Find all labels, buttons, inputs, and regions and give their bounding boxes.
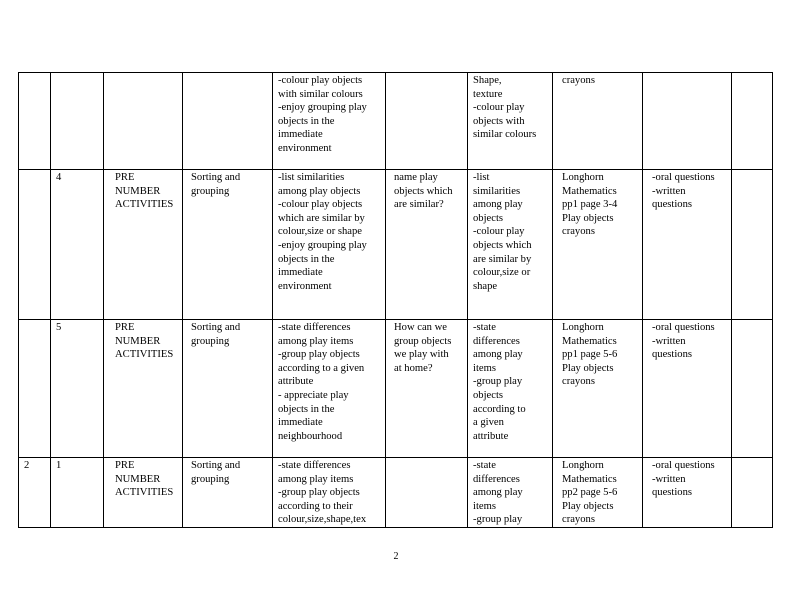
cell-line: -state [473, 322, 496, 333]
assessment-cell [643, 170, 732, 320]
strand-cell [104, 73, 183, 170]
cell-line: neighbourhood [278, 430, 343, 442]
cell-line: -colour play objects [278, 75, 363, 86]
cell-line: Longhorn [562, 460, 604, 471]
cell-line: crayons [562, 514, 595, 526]
cell-line: among play [473, 199, 523, 211]
assessment-cell [643, 73, 732, 170]
cell-line: differences [473, 473, 520, 485]
cell-line: Play objects [562, 362, 614, 374]
cell-line: ACTIVITIES [115, 487, 174, 499]
cell-line: at home? [394, 362, 433, 374]
cell-line: crayons [562, 75, 595, 86]
learning-resources-cell [553, 73, 643, 170]
strand-cell [104, 170, 183, 320]
cell-line: -colour play [473, 102, 525, 114]
cell-line: Mathematics [562, 185, 617, 197]
cell-line: items [473, 362, 496, 374]
lesson-cell: 4 [51, 170, 104, 320]
cell-line: crayons [562, 226, 595, 238]
learning-resources-cell [553, 170, 643, 320]
learning-resources-cell [553, 320, 643, 458]
cell-line: Play objects [562, 212, 614, 224]
assessment-cell [643, 320, 732, 458]
cell-line: -written [652, 473, 686, 485]
cell-line: which are similar by [278, 212, 365, 224]
learning-experiences-cell [468, 458, 553, 528]
cell-line: similarities [473, 185, 521, 197]
learning-experiences-cell [468, 170, 553, 320]
cell-line: are similar? [394, 199, 444, 211]
cell-line: crayons [562, 376, 595, 388]
table-body [19, 73, 773, 528]
cell-line: Sorting and [191, 322, 241, 333]
cell-line: questions [652, 487, 693, 499]
cell-line: Mathematics [562, 473, 617, 485]
remarks-cell [732, 458, 773, 528]
cell-line: -list [473, 172, 490, 183]
cell-line: Shape, [473, 75, 502, 86]
cell-line: with similar colours [278, 88, 363, 100]
cell-line: NUMBER [115, 473, 161, 485]
learning-outcomes-cell [273, 170, 386, 320]
remarks-cell [732, 73, 773, 170]
cell-line: immediate [278, 417, 323, 429]
table-row [19, 458, 773, 528]
cell-line: objects with [473, 115, 525, 127]
key-inquiry-cell [386, 320, 468, 458]
table-row [19, 73, 773, 170]
key-inquiry-cell [386, 73, 468, 170]
cell-line: PRE [115, 172, 135, 183]
week-cell [19, 320, 51, 458]
learning-experiences-cell [468, 320, 553, 458]
cell-line: attribute [278, 376, 314, 388]
cell-line: differences [473, 335, 520, 347]
learning-outcomes-cell [273, 458, 386, 528]
scheme-of-work-table [18, 72, 773, 528]
cell-line: shape [473, 280, 498, 292]
cell-line: immediate [278, 129, 323, 141]
cell-line: How can we [394, 322, 447, 333]
sub-strand-cell [183, 458, 273, 528]
cell-line: group objects [394, 335, 452, 347]
cell-line: among play objects [278, 185, 361, 197]
learning-outcomes-cell [273, 320, 386, 458]
cell-line: texture [473, 88, 503, 100]
cell-line: pp2 page 5-6 [562, 487, 618, 499]
cell-line: objects in the [278, 403, 335, 415]
cell-line: -colour play [473, 226, 525, 238]
cell-line: -written [652, 185, 686, 197]
cell-line: -enjoy grouping play [278, 239, 367, 251]
week-cell [19, 170, 51, 320]
cell-line: objects [473, 212, 504, 224]
cell-line: items [473, 500, 496, 512]
cell-line: -group play [473, 376, 523, 388]
cell-line: Play objects [562, 500, 614, 512]
lesson-cell: 5 [51, 320, 104, 458]
key-inquiry-cell [386, 170, 468, 320]
cell-line: among play [473, 487, 523, 499]
cell-line: colour,size,shape,tex [278, 514, 367, 526]
learning-outcomes-cell [273, 73, 386, 170]
cell-line: -oral questions [652, 322, 715, 333]
cell-line: questions [652, 349, 693, 361]
cell-line: according to [473, 403, 526, 415]
cell-line: Mathematics [562, 335, 617, 347]
cell-line: -oral questions [652, 460, 715, 471]
cell-line: -state differences [278, 460, 351, 471]
cell-line: Sorting and [191, 172, 241, 183]
cell-line: ACTIVITIES [115, 349, 174, 361]
week-cell [19, 73, 51, 170]
cell-line: -enjoy grouping play [278, 102, 367, 114]
cell-line: among play items [278, 473, 354, 485]
cell-line: immediate [278, 267, 323, 279]
cell-line: according to a given [278, 362, 365, 374]
cell-line: we play with [394, 349, 449, 361]
cell-line: Longhorn [562, 172, 604, 183]
cell-line: a given [473, 417, 504, 429]
cell-line: colour,size or [473, 267, 531, 279]
learning-resources-cell [553, 458, 643, 528]
key-inquiry-cell [386, 458, 468, 528]
cell-line: colour,size or shape [278, 226, 362, 238]
cell-line: among play items [278, 335, 354, 347]
sub-strand-cell [183, 170, 273, 320]
lesson-cell [51, 73, 104, 170]
strand-cell [104, 320, 183, 458]
assessment-cell [643, 458, 732, 528]
lesson-cell: 1 [51, 458, 104, 528]
cell-line: according to their [278, 500, 353, 512]
cell-line: -state differences [278, 322, 351, 333]
remarks-cell [732, 170, 773, 320]
learning-experiences-cell [468, 73, 553, 170]
cell-line: grouping [191, 335, 230, 347]
cell-line: objects [473, 389, 504, 401]
cell-line: environment [278, 142, 332, 154]
cell-line: grouping [191, 185, 230, 197]
cell-line: are similar by [473, 253, 532, 265]
cell-line: - appreciate play [278, 389, 349, 401]
cell-line: ACTIVITIES [115, 199, 174, 211]
week-cell: 2 [19, 458, 51, 528]
cell-line: -list similarities [278, 172, 345, 183]
cell-line: pp1 page 3-4 [562, 199, 618, 211]
cell-line: similar colours [473, 129, 537, 141]
cell-line: objects which [394, 185, 453, 197]
sub-strand-cell [183, 320, 273, 458]
cell-line: -written [652, 335, 686, 347]
table-row [19, 320, 773, 458]
cell-line: environment [278, 280, 332, 292]
cell-line: questions [652, 199, 693, 211]
cell-line: -colour play objects [278, 199, 363, 211]
cell-line: NUMBER [115, 335, 161, 347]
cell-line: Sorting and [191, 460, 241, 471]
cell-line: -group play objects [278, 349, 360, 361]
cell-line: grouping [191, 473, 230, 485]
page-number: 2 [393, 551, 399, 562]
cell-line: NUMBER [115, 185, 161, 197]
strand-cell [104, 458, 183, 528]
cell-line: PRE [115, 322, 135, 333]
cell-line: PRE [115, 460, 135, 471]
cell-line: -group play objects [278, 487, 360, 499]
sub-strand-cell [183, 73, 273, 170]
cell-line: attribute [473, 430, 509, 442]
cell-line: -state [473, 460, 496, 471]
cell-line: name play [394, 172, 438, 183]
cell-line: objects which [473, 239, 532, 251]
cell-line: objects in the [278, 115, 335, 127]
cell-line: Longhorn [562, 322, 604, 333]
remarks-cell [732, 320, 773, 458]
table-row [19, 170, 773, 320]
cell-line: -group play [473, 514, 523, 526]
cell-line: pp1 page 5-6 [562, 349, 618, 361]
cell-line: -oral questions [652, 172, 715, 183]
cell-line: objects in the [278, 253, 335, 265]
cell-line: among play [473, 349, 523, 361]
